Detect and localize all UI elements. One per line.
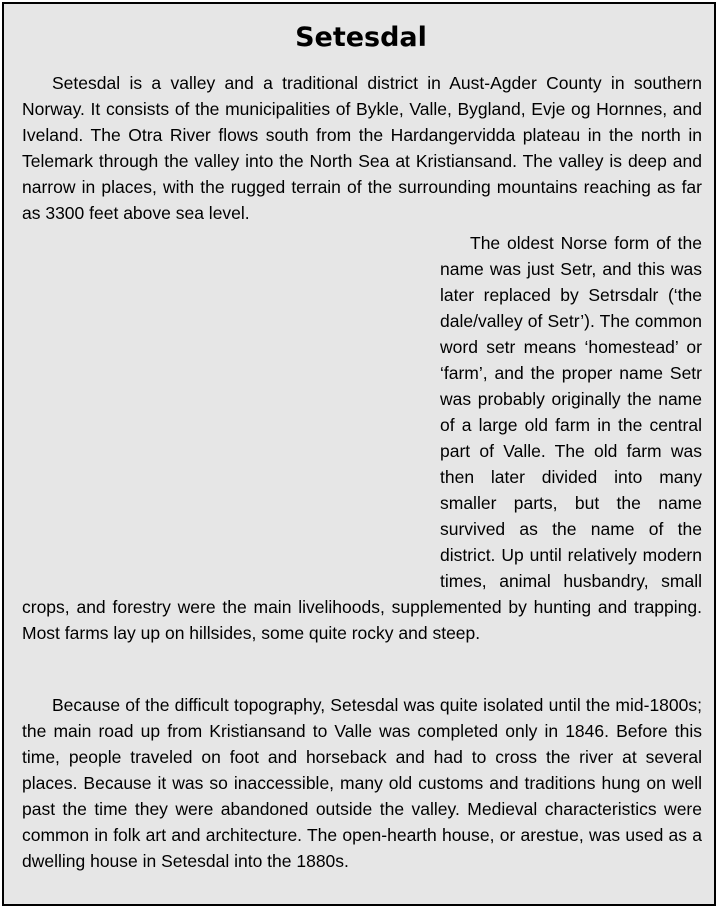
article-title: Setesdal [295,22,427,53]
blank-float-area [22,230,440,590]
paragraph-name-origin-text: The oldest Norse form of the name was just Setr, and this was later replaced by Setrsdalr (‘the dale/valley of Setr’). The common word setr means ‘homestead’ or ‘farm’, and the proper name Setr was probably originally the name of a large old farm in the central part of Valle. The old farm was then later divided into many smaller parts, but the name survived as the name of the district. Up until relatively modern times, animal husbandry, small crops, and forestry were the main livelihoods, supplemented by hunting and trapping. Most farms lay up on hillsides, some quite rocky and steep. [22,233,702,643]
paragraph-intro: Setesdal is a valley and a traditional district in Aust-Agder County in southern Norway. It consists of the municipalities of Bykle, Valle, Bygland, Evje og Hornnes, and Iveland. The Otra River flows south from the Hardangervidda plateau in the north in Telemark through the valley into the North Sea at Kristiansand. The valley is deep and narrow in places, with the rugged terrain of the surrounding mountains reaching as far as 3300 feet above sea level. [22,73,702,223]
article-frame [2,2,716,906]
paragraph-name-origin [22,230,702,646]
paragraph-isolation: Because of the difficult topography, Setesdal was quite isolated until the mid-1800s; the main road up from Kristiansand to Valle was completed only in 1846. Before this time, people traveled on foot and horseback and had to cross the river at several places. Because it was so inaccessible, many old customs and traditions hung on well past the time they were abandoned outside the valley. Medieval characteristics were common in folk art and architecture. The open-hearth house, or arestue, was used as a dwelling house in Setesdal into the 1880s. [22,695,702,871]
